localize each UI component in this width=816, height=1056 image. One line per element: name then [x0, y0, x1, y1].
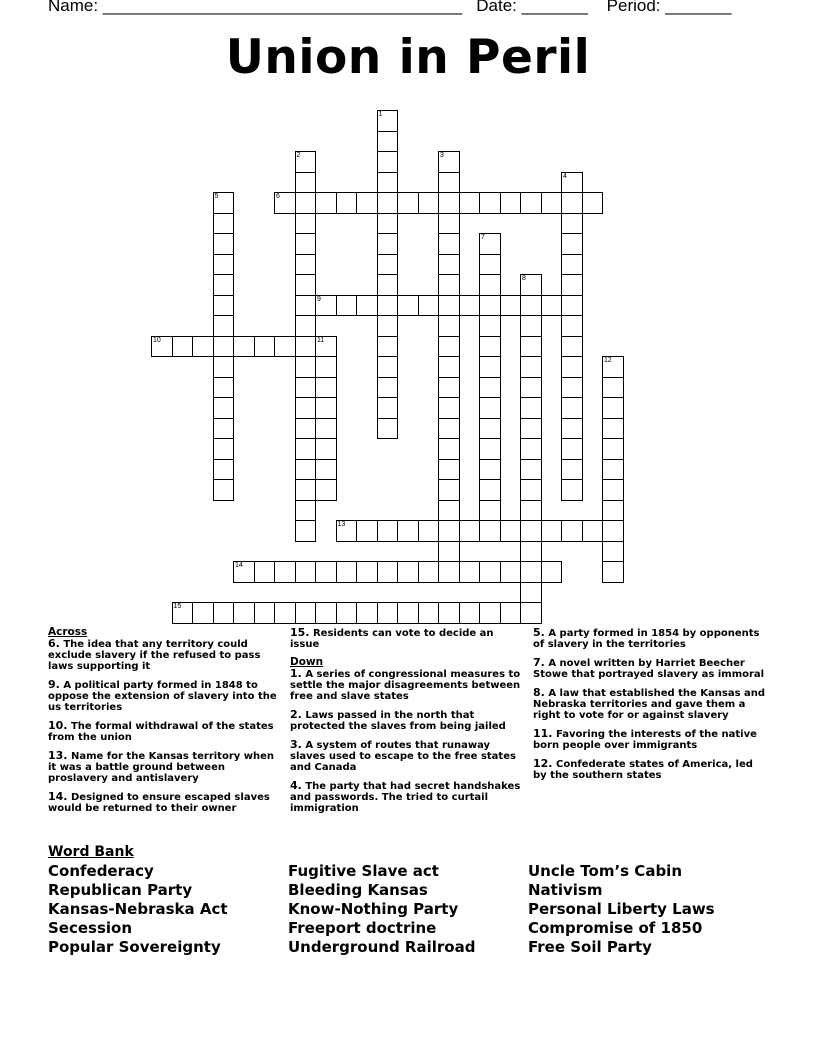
- grid-cell[interactable]: [377, 131, 399, 153]
- clue-across-6: 6. The idea that any territory could exclude slavery if the refused to pass laws supporting it: [48, 637, 261, 672]
- grid-cell[interactable]: [377, 172, 399, 194]
- word-bank-item: Bleeding Kansas: [288, 881, 428, 899]
- grid-cell[interactable]: [377, 254, 399, 276]
- grid-cell[interactable]: [315, 397, 337, 419]
- grid-cell[interactable]: [418, 295, 440, 317]
- grid-cell[interactable]: [315, 561, 337, 583]
- clue-down-4: 4. The party that had secret handshakes and passwords. The tried to curtail immigration: [290, 779, 521, 814]
- grid-cell[interactable]: [377, 377, 399, 399]
- clue-down-5: 5. A party formed in 1854 by opponents of slavery in the territories: [533, 626, 760, 650]
- grid-cell[interactable]: [459, 520, 481, 542]
- grid-cell[interactable]: [561, 213, 583, 235]
- grid-cell[interactable]: [213, 602, 235, 624]
- grid-cell[interactable]: [397, 192, 419, 214]
- grid-cell[interactable]: [377, 356, 399, 378]
- grid-cell[interactable]: [377, 151, 399, 173]
- word-bank-item: Secession: [48, 919, 133, 937]
- grid-cell[interactable]: [336, 192, 358, 214]
- grid-cell[interactable]: [295, 233, 317, 255]
- grid-cell[interactable]: [561, 254, 583, 276]
- clue-down-2: 2. Laws passed in the north that protected the slaves from being jailed: [290, 708, 506, 732]
- grid-cell[interactable]: [438, 233, 460, 255]
- word-bank-item: Free Soil Party: [528, 938, 652, 956]
- grid-cell[interactable]: [295, 602, 317, 624]
- grid-cell[interactable]: [213, 295, 235, 317]
- grid-cell[interactable]: [356, 602, 378, 624]
- clue-number-3: 3: [440, 152, 444, 159]
- grid-cell[interactable]: [479, 397, 501, 419]
- clue-down-11: 11. Favoring the interests of the native born people over immigrants: [533, 727, 757, 751]
- grid-cell[interactable]: [295, 213, 317, 235]
- grid-cell[interactable]: [295, 336, 317, 358]
- grid-cell[interactable]: [336, 295, 358, 317]
- grid-cell[interactable]: [377, 397, 399, 419]
- grid-cell[interactable]: [479, 561, 501, 583]
- grid-cell[interactable]: [438, 377, 460, 399]
- clue-number-9: 9: [317, 295, 321, 303]
- clues-column-3: [533, 627, 768, 781]
- grid-cell[interactable]: [520, 541, 542, 563]
- grid-cell[interactable]: [541, 192, 563, 214]
- grid-cell[interactable]: [500, 561, 522, 583]
- grid-cell[interactable]: [295, 377, 317, 399]
- grid-cell[interactable]: [520, 602, 542, 624]
- grid-cell[interactable]: [479, 336, 501, 358]
- word-bank-item: Confederacy: [48, 862, 154, 880]
- grid-cell[interactable]: [459, 602, 481, 624]
- word-bank-item: Republican Party: [48, 881, 193, 899]
- grid-cell[interactable]: [520, 315, 542, 337]
- clue-down-7: 7. A novel written by Harriet Beecher Stowe that portrayed slavery as immoral: [533, 656, 765, 680]
- clue-number-14: 14: [235, 562, 243, 569]
- grid-cell[interactable]: [561, 520, 583, 542]
- grid-cell[interactable]: [295, 397, 317, 419]
- grid-cell[interactable]: [500, 602, 522, 624]
- grid-cell[interactable]: [602, 500, 624, 522]
- clue-number-4: 4: [563, 172, 567, 180]
- grid-cell[interactable]: [582, 520, 604, 542]
- grid-cell[interactable]: [438, 192, 460, 214]
- grid-cell[interactable]: [561, 315, 583, 337]
- grid-cell[interactable]: [315, 192, 337, 214]
- grid-cell[interactable]: [561, 479, 583, 501]
- grid-cell[interactable]: [274, 561, 296, 583]
- grid-cell[interactable]: [561, 274, 583, 296]
- clue-across-9: 9. A political party formed in 1848 to oppose the extension of slavery into the us territories: [48, 678, 277, 713]
- grid-cell[interactable]: [213, 397, 235, 419]
- grid-cell[interactable]: [213, 459, 235, 481]
- grid-cell[interactable]: [520, 479, 542, 501]
- grid-cell[interactable]: [479, 315, 501, 337]
- name-date-period-line: Name: ______________________________________ Date: _______ Period: _______: [48, 0, 732, 15]
- word-bank-column-3: [528, 862, 715, 957]
- grid-cell[interactable]: [254, 602, 276, 624]
- grid-cell[interactable]: [561, 438, 583, 460]
- grid-cell[interactable]: [602, 520, 624, 542]
- grid-cell[interactable]: [213, 336, 235, 358]
- grid-cell[interactable]: [397, 295, 419, 317]
- grid-cell[interactable]: [438, 397, 460, 419]
- word-bank-item: Underground Railroad: [288, 938, 476, 956]
- grid-cell[interactable]: [479, 418, 501, 440]
- grid-cell[interactable]: [438, 274, 460, 296]
- grid-cell[interactable]: [479, 192, 501, 214]
- word-bank-item: Uncle Tom’s Cabin: [528, 862, 682, 880]
- grid-cell[interactable]: [295, 315, 317, 337]
- grid-cell[interactable]: [438, 172, 460, 194]
- grid-cell[interactable]: [479, 500, 501, 522]
- grid-cell[interactable]: [520, 295, 542, 317]
- grid-cell[interactable]: [438, 459, 460, 481]
- grid-cell[interactable]: [295, 500, 317, 522]
- grid-cell[interactable]: [561, 377, 583, 399]
- grid-cell[interactable]: [602, 377, 624, 399]
- clue-down-1: 1. A series of congressional measures to settle the major disagreements between free and slave states: [290, 667, 521, 702]
- word-bank-heading: Word Bank: [48, 844, 134, 860]
- grid-cell[interactable]: [561, 336, 583, 358]
- grid-cell[interactable]: [356, 192, 378, 214]
- grid-cell[interactable]: [315, 459, 337, 481]
- grid-cell[interactable]: [213, 233, 235, 255]
- grid-cell[interactable]: [336, 602, 358, 624]
- grid-cell[interactable]: [315, 602, 337, 624]
- clue-down-3: 3. A system of routes that runaway slaves used to escape to the free states and Canada: [290, 738, 516, 773]
- grid-cell[interactable]: [438, 479, 460, 501]
- grid-cell[interactable]: [213, 356, 235, 378]
- word-bank-item: Nativism: [528, 881, 603, 899]
- word-bank-item: Popular Sovereignty: [48, 938, 221, 956]
- grid-cell[interactable]: [602, 479, 624, 501]
- clue-number-15: 15: [173, 603, 182, 610]
- grid-cell[interactable]: [274, 336, 296, 358]
- clue-across-13: 13. Name for the Kansas territory when it was a battle ground between proslavery and antislavery: [48, 749, 275, 784]
- clues-column-2: [290, 627, 525, 814]
- grid-cell[interactable]: [438, 561, 460, 583]
- grid-cell[interactable]: [479, 479, 501, 501]
- grid-cell[interactable]: [377, 274, 399, 296]
- grid-cell[interactable]: [336, 561, 358, 583]
- down-heading: Down: [290, 656, 324, 668]
- clue-down-12: 12. Confederate states of America, led by the southern states: [533, 757, 753, 781]
- grid-cell[interactable]: [172, 336, 194, 358]
- grid-cell[interactable]: [315, 418, 337, 440]
- grid-cell[interactable]: [479, 356, 501, 378]
- grid-cell[interactable]: [213, 274, 235, 296]
- grid-cell[interactable]: [602, 541, 624, 563]
- grid-cell[interactable]: [602, 459, 624, 481]
- grid-cell[interactable]: [561, 459, 583, 481]
- grid-cell[interactable]: [295, 274, 317, 296]
- clue-number-10: 10: [153, 336, 161, 344]
- grid-cell[interactable]: [520, 192, 542, 214]
- grid-cell[interactable]: [520, 561, 542, 583]
- grid-cell[interactable]: [438, 295, 460, 317]
- clue-number-1: 1: [378, 111, 383, 118]
- grid-cell[interactable]: [213, 479, 235, 501]
- grid-cell[interactable]: [192, 602, 214, 624]
- grid-cell[interactable]: [377, 315, 399, 337]
- grid-cell[interactable]: [315, 438, 337, 460]
- grid-cell[interactable]: [356, 295, 378, 317]
- grid-cell[interactable]: [438, 500, 460, 522]
- grid-cell[interactable]: [602, 418, 624, 440]
- grid-cell[interactable]: [500, 520, 522, 542]
- grid-cell[interactable]: [520, 336, 542, 358]
- clue-number-7: 7: [481, 234, 485, 241]
- grid-cell[interactable]: [541, 295, 563, 317]
- grid-cell[interactable]: [459, 295, 481, 317]
- grid-cell[interactable]: [213, 438, 235, 460]
- clue-number-11: 11: [317, 336, 325, 344]
- grid-cell[interactable]: [582, 192, 604, 214]
- clue-number-13: 13: [337, 521, 346, 528]
- grid-cell[interactable]: [295, 254, 317, 276]
- grid-cell[interactable]: [377, 418, 399, 440]
- word-bank-item: Compromise of 1850: [528, 919, 703, 937]
- word-bank-column-2: [288, 862, 475, 957]
- grid-cell[interactable]: [602, 397, 624, 419]
- grid-cell[interactable]: [541, 520, 563, 542]
- grid-cell[interactable]: [479, 438, 501, 460]
- grid-cell[interactable]: [438, 336, 460, 358]
- grid-cell[interactable]: [418, 192, 440, 214]
- grid-cell[interactable]: [295, 172, 317, 194]
- grid-cell[interactable]: [315, 356, 337, 378]
- word-bank-item: Personal Liberty Laws: [528, 900, 715, 918]
- clues-column-1: [48, 627, 283, 814]
- grid-cell[interactable]: [479, 602, 501, 624]
- grid-cell[interactable]: [438, 254, 460, 276]
- grid-cell[interactable]: [397, 561, 419, 583]
- grid-cell[interactable]: [438, 356, 460, 378]
- grid-cell[interactable]: [254, 336, 276, 358]
- grid-cell[interactable]: [213, 377, 235, 399]
- grid-cell[interactable]: [418, 520, 440, 542]
- grid-cell[interactable]: [377, 602, 399, 624]
- grid-cell[interactable]: [541, 561, 563, 583]
- clue-across-10: 10. The formal withdrawal of the states from the union: [48, 719, 274, 743]
- word-bank-item: Fugitive Slave act: [288, 862, 439, 880]
- grid-cell[interactable]: [520, 459, 542, 481]
- clue-across-15: 15. Residents can vote to decide an issue: [290, 626, 494, 650]
- grid-cell[interactable]: [438, 213, 460, 235]
- grid-cell[interactable]: [520, 438, 542, 460]
- grid-cell[interactable]: [561, 192, 583, 214]
- grid-cell[interactable]: [377, 336, 399, 358]
- grid-cell[interactable]: [213, 418, 235, 440]
- grid-cell[interactable]: [213, 254, 235, 276]
- grid-cell[interactable]: [459, 561, 481, 583]
- grid-cell[interactable]: [377, 520, 399, 542]
- grid-cell[interactable]: [520, 520, 542, 542]
- grid-cell[interactable]: [377, 295, 399, 317]
- grid-cell[interactable]: [233, 602, 255, 624]
- grid-cell[interactable]: [479, 295, 501, 317]
- grid-cell[interactable]: [377, 213, 399, 235]
- grid-cell[interactable]: [192, 336, 214, 358]
- grid-cell[interactable]: [356, 561, 378, 583]
- across-heading: Across: [48, 626, 88, 638]
- grid-cell[interactable]: [459, 192, 481, 214]
- grid-cell[interactable]: [520, 377, 542, 399]
- grid-cell[interactable]: [315, 377, 337, 399]
- clue-number-8: 8: [522, 275, 526, 282]
- grid-cell[interactable]: [295, 459, 317, 481]
- grid-cell[interactable]: [397, 520, 419, 542]
- grid-cell[interactable]: [295, 356, 317, 378]
- grid-cell[interactable]: [356, 520, 378, 542]
- grid-cell[interactable]: [561, 356, 583, 378]
- word-bank-column-1: [48, 862, 228, 957]
- grid-cell[interactable]: [418, 602, 440, 624]
- grid-cell[interactable]: [295, 561, 317, 583]
- grid-cell[interactable]: [295, 418, 317, 440]
- grid-cell[interactable]: [561, 397, 583, 419]
- clue-number-2: 2: [296, 152, 301, 159]
- grid-cell[interactable]: [602, 561, 624, 583]
- clue-number-5: 5: [214, 193, 219, 200]
- grid-cell[interactable]: [377, 192, 399, 214]
- grid-cell[interactable]: [602, 438, 624, 460]
- grid-cell[interactable]: [274, 602, 296, 624]
- grid-cell[interactable]: [438, 541, 460, 563]
- grid-cell[interactable]: [438, 602, 460, 624]
- grid-cell[interactable]: [377, 561, 399, 583]
- page-title: Union in Peril: [225, 30, 591, 85]
- grid-cell[interactable]: [295, 295, 317, 317]
- grid-cell[interactable]: [479, 459, 501, 481]
- grid-cell[interactable]: [418, 561, 440, 583]
- grid-cell[interactable]: [479, 520, 501, 542]
- word-bank-item: Freeport doctrine: [288, 919, 437, 937]
- grid-cell[interactable]: [213, 213, 235, 235]
- grid-cell[interactable]: [295, 479, 317, 501]
- grid-cell[interactable]: [397, 602, 419, 624]
- grid-cell[interactable]: [520, 500, 542, 522]
- clue-down-8: 8. A law that established the Kansas and Nebraska territories and gave them a right to vote for or against slavery: [533, 686, 766, 721]
- grid-cell[interactable]: [520, 397, 542, 419]
- grid-cell[interactable]: [520, 582, 542, 604]
- clue-across-14: 14. Designed to ensure escaped slaves would be returned to their owner: [48, 790, 270, 814]
- grid-cell[interactable]: [295, 520, 317, 542]
- grid-cell[interactable]: [479, 274, 501, 296]
- grid-cell[interactable]: [295, 438, 317, 460]
- grid-cell[interactable]: [479, 254, 501, 276]
- grid-cell[interactable]: [438, 418, 460, 440]
- grid-cell[interactable]: [233, 336, 255, 358]
- grid-cell[interactable]: [438, 438, 460, 460]
- grid-cell[interactable]: [438, 520, 460, 542]
- grid-cell[interactable]: [561, 233, 583, 255]
- grid-cell[interactable]: [254, 561, 276, 583]
- clue-number-12: 12: [604, 357, 612, 364]
- grid-cell[interactable]: [520, 356, 542, 378]
- grid-cell[interactable]: [561, 418, 583, 440]
- grid-cell[interactable]: [561, 295, 583, 317]
- word-bank-item: Know-Nothing Party: [288, 900, 459, 918]
- grid-cell[interactable]: [520, 418, 542, 440]
- word-bank-item: Kansas-Nebraska Act: [48, 900, 228, 918]
- grid-cell[interactable]: [213, 315, 235, 337]
- grid-cell[interactable]: [315, 479, 337, 501]
- clue-number-6: 6: [276, 193, 280, 200]
- grid-cell[interactable]: [377, 233, 399, 255]
- grid-cell[interactable]: [479, 377, 501, 399]
- grid-cell[interactable]: [438, 315, 460, 337]
- grid-cell[interactable]: [500, 295, 522, 317]
- grid-cell[interactable]: [500, 192, 522, 214]
- grid-cell[interactable]: [295, 192, 317, 214]
